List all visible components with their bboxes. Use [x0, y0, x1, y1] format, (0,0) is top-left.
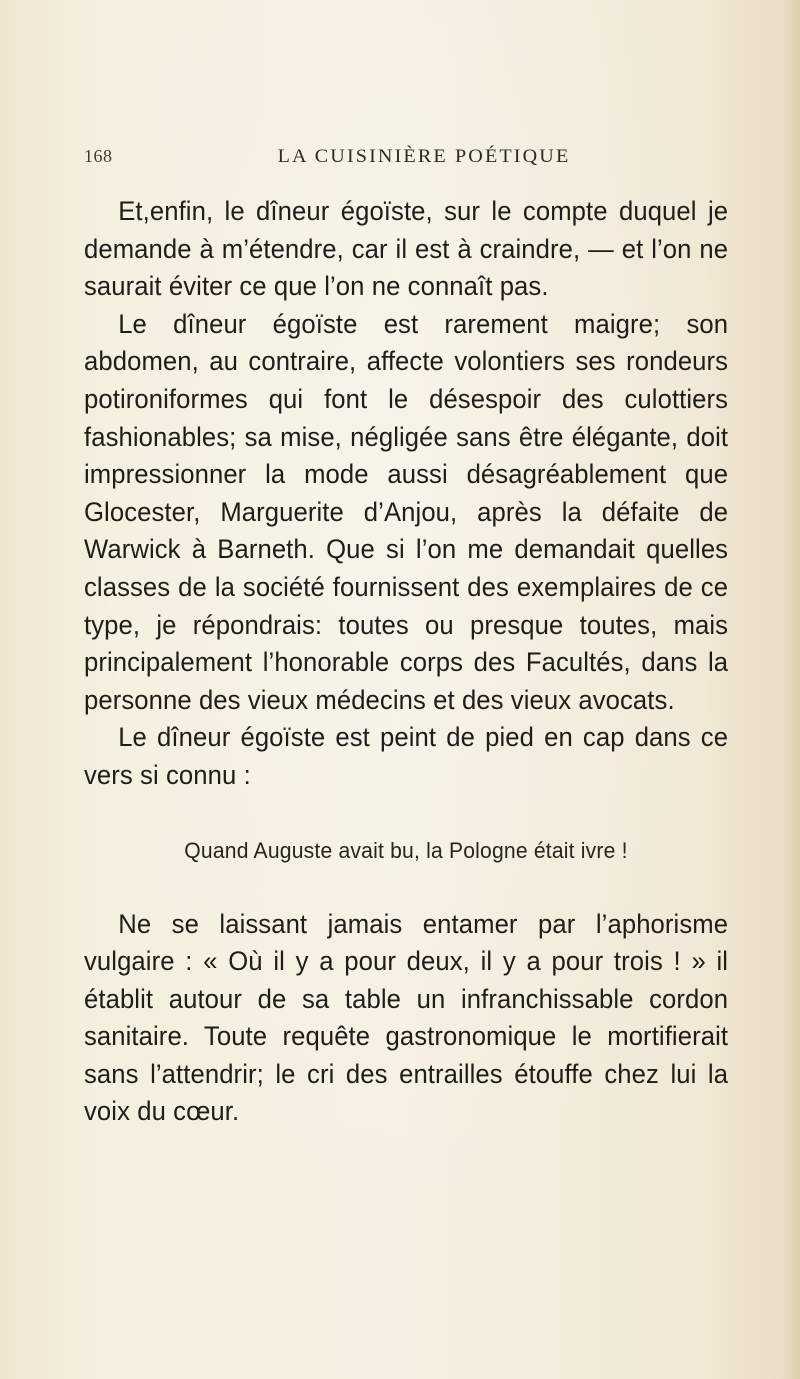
- running-title: LA CUISINIÈRE POÉTIQUE: [277, 146, 571, 167]
- paragraph-2: Le dîneur égoïste est rarement maigre; son abdomen, au contraire, affecte volontiers ses rondeurs potironiformes qui font le désespoir des culottiers fashionables; sa mise, négligée sans être élégante, doit impressionner la mode aussi désagréablement que Glocester, Marguerite d’Anjou, après la défaite de Warwick à Barneth. Que si l’on me demandait quelles classes de la société fournissent des exemplaires de ce type, je répondrais: toutes ou presque toutes, mais principalement l’honorable corps des Facultés, dans la personne des vieux médecins et des vieux avocats.: [84, 308, 729, 715]
- paragraph-1: Et,enfin, le dîneur égoïste, sur le compte duquel je demande à m’étendre, car il est à craindre, — et l’on ne saurait éviter ce que l’on ne connaît pas.: [84, 196, 729, 302]
- page-edge-shadow: [784, 0, 800, 1379]
- page-body: [84, 193, 728, 1131]
- page-number: 168: [84, 146, 113, 166]
- paragraph-3: Le dîneur égoïste est peint de pied en cap dans ce vers si connu :: [84, 722, 729, 790]
- page-header: [84, 146, 728, 174]
- paragraph-4: Ne se laissant jamais entamer par l’aphorisme vulgaire : « Où il y a pour deux, il y a pour trois ! » il établit autour de sa table un infranchissable cordon sanitaire. Toute requête gastronomique le mortifierait sans l’attendrir; le cri des entrailles étouffe chez lui la voix du cœur.: [84, 908, 729, 1127]
- quoted-verse: Quand Auguste avait bu, la Pologne était ivre !: [184, 837, 628, 863]
